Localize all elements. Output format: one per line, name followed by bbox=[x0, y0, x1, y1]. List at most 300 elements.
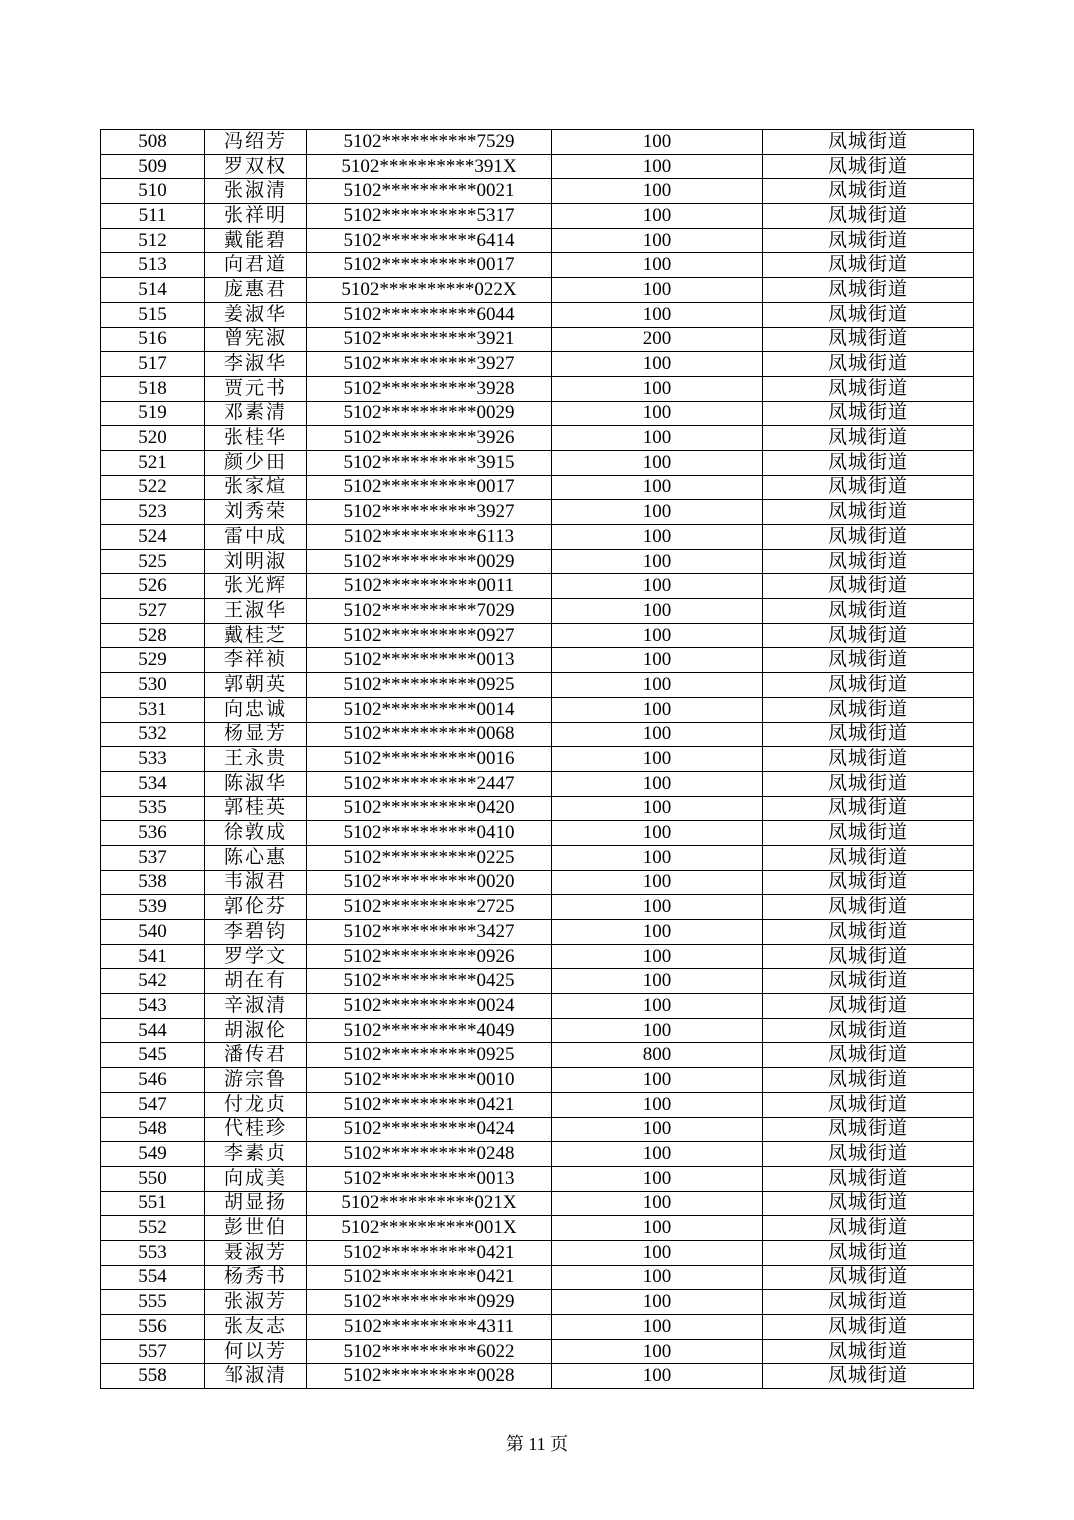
table-row bbox=[101, 648, 974, 673]
name-cell: 聂淑芳 bbox=[205, 1240, 307, 1265]
street-cell: 凤城街道 bbox=[763, 771, 974, 796]
name-cell: 郭桂英 bbox=[205, 796, 307, 821]
id-number-cell: 5102**********2447 bbox=[307, 771, 552, 796]
amount-cell: 100 bbox=[552, 944, 763, 969]
name-cell: 郭朝英 bbox=[205, 673, 307, 698]
amount-cell: 100 bbox=[552, 648, 763, 673]
id-number-cell: 5102**********0420 bbox=[307, 796, 552, 821]
name-cell: 王永贵 bbox=[205, 747, 307, 772]
amount-cell: 100 bbox=[552, 1166, 763, 1191]
table-row bbox=[101, 1290, 974, 1315]
amount-cell: 100 bbox=[552, 722, 763, 747]
street-cell: 凤城街道 bbox=[763, 994, 974, 1019]
seq-cell: 524 bbox=[101, 525, 205, 550]
table-row bbox=[101, 154, 974, 179]
name-cell: 陈心惠 bbox=[205, 845, 307, 870]
seq-cell: 556 bbox=[101, 1315, 205, 1340]
table-row bbox=[101, 1043, 974, 1068]
seq-cell: 517 bbox=[101, 352, 205, 377]
table-row bbox=[101, 1142, 974, 1167]
name-cell: 曾宪淑 bbox=[205, 327, 307, 352]
street-cell: 凤城街道 bbox=[763, 253, 974, 278]
table-row bbox=[101, 376, 974, 401]
id-number-cell: 5102**********0068 bbox=[307, 722, 552, 747]
amount-cell: 100 bbox=[552, 599, 763, 624]
street-cell: 凤城街道 bbox=[763, 1315, 974, 1340]
id-number-cell: 5102**********0425 bbox=[307, 969, 552, 994]
street-cell: 凤城街道 bbox=[763, 204, 974, 229]
table-row bbox=[101, 1166, 974, 1191]
table-row bbox=[101, 475, 974, 500]
seq-cell: 510 bbox=[101, 179, 205, 204]
id-number-cell: 5102**********021X bbox=[307, 1191, 552, 1216]
name-cell: 陈淑华 bbox=[205, 771, 307, 796]
seq-cell: 530 bbox=[101, 673, 205, 698]
name-cell: 徐敦成 bbox=[205, 821, 307, 846]
street-cell: 凤城街道 bbox=[763, 920, 974, 945]
seq-cell: 511 bbox=[101, 204, 205, 229]
amount-cell: 100 bbox=[552, 1265, 763, 1290]
amount-cell: 100 bbox=[552, 1018, 763, 1043]
name-cell: 罗学文 bbox=[205, 944, 307, 969]
table-row bbox=[101, 179, 974, 204]
street-cell: 凤城街道 bbox=[763, 821, 974, 846]
street-cell: 凤城街道 bbox=[763, 969, 974, 994]
name-cell: 张家煊 bbox=[205, 475, 307, 500]
id-number-cell: 5102**********0421 bbox=[307, 1092, 552, 1117]
id-number-cell: 5102**********391X bbox=[307, 154, 552, 179]
seq-cell: 552 bbox=[101, 1216, 205, 1241]
seq-cell: 531 bbox=[101, 697, 205, 722]
id-number-cell: 5102**********6113 bbox=[307, 525, 552, 550]
table-row bbox=[101, 426, 974, 451]
table-row bbox=[101, 1068, 974, 1093]
table-row bbox=[101, 1092, 974, 1117]
street-cell: 凤城街道 bbox=[763, 1191, 974, 1216]
seq-cell: 537 bbox=[101, 845, 205, 870]
street-cell: 凤城街道 bbox=[763, 574, 974, 599]
street-cell: 凤城街道 bbox=[763, 228, 974, 253]
id-number-cell: 5102**********0029 bbox=[307, 549, 552, 574]
seq-cell: 519 bbox=[101, 401, 205, 426]
amount-cell: 100 bbox=[552, 1191, 763, 1216]
amount-cell: 100 bbox=[552, 920, 763, 945]
id-number-cell: 5102**********3921 bbox=[307, 327, 552, 352]
name-cell: 付龙贞 bbox=[205, 1092, 307, 1117]
seq-cell: 553 bbox=[101, 1240, 205, 1265]
seq-cell: 533 bbox=[101, 747, 205, 772]
table-row bbox=[101, 623, 974, 648]
seq-cell: 532 bbox=[101, 722, 205, 747]
street-cell: 凤城街道 bbox=[763, 944, 974, 969]
table-row bbox=[101, 401, 974, 426]
table-row bbox=[101, 1018, 974, 1043]
name-cell: 代桂珍 bbox=[205, 1117, 307, 1142]
name-cell: 雷中成 bbox=[205, 525, 307, 550]
seq-cell: 554 bbox=[101, 1265, 205, 1290]
seq-cell: 523 bbox=[101, 500, 205, 525]
amount-cell: 100 bbox=[552, 500, 763, 525]
name-cell: 李祥祯 bbox=[205, 648, 307, 673]
name-cell: 张友志 bbox=[205, 1315, 307, 1340]
id-number-cell: 5102**********4311 bbox=[307, 1315, 552, 1340]
street-cell: 凤城街道 bbox=[763, 1216, 974, 1241]
street-cell: 凤城街道 bbox=[763, 722, 974, 747]
id-number-cell: 5102**********0016 bbox=[307, 747, 552, 772]
street-cell: 凤城街道 bbox=[763, 130, 974, 155]
seq-cell: 538 bbox=[101, 870, 205, 895]
street-cell: 凤城街道 bbox=[763, 1117, 974, 1142]
table-row bbox=[101, 1191, 974, 1216]
name-cell: 张淑清 bbox=[205, 179, 307, 204]
table-row bbox=[101, 599, 974, 624]
table-row bbox=[101, 771, 974, 796]
street-cell: 凤城街道 bbox=[763, 1166, 974, 1191]
name-cell: 张淑芳 bbox=[205, 1290, 307, 1315]
street-cell: 凤城街道 bbox=[763, 697, 974, 722]
table-row bbox=[101, 969, 974, 994]
id-number-cell: 5102**********0021 bbox=[307, 179, 552, 204]
id-number-cell: 5102**********0421 bbox=[307, 1240, 552, 1265]
id-number-cell: 5102**********0410 bbox=[307, 821, 552, 846]
seq-cell: 509 bbox=[101, 154, 205, 179]
id-number-cell: 5102**********0421 bbox=[307, 1265, 552, 1290]
street-cell: 凤城街道 bbox=[763, 1043, 974, 1068]
amount-cell: 100 bbox=[552, 1092, 763, 1117]
amount-cell: 100 bbox=[552, 623, 763, 648]
street-cell: 凤城街道 bbox=[763, 673, 974, 698]
amount-cell: 100 bbox=[552, 574, 763, 599]
seq-cell: 545 bbox=[101, 1043, 205, 1068]
table-row bbox=[101, 1240, 974, 1265]
seq-cell: 555 bbox=[101, 1290, 205, 1315]
id-number-cell: 5102**********001X bbox=[307, 1216, 552, 1241]
id-number-cell: 5102**********3915 bbox=[307, 450, 552, 475]
name-cell: 游宗鲁 bbox=[205, 1068, 307, 1093]
id-number-cell: 5102**********3926 bbox=[307, 426, 552, 451]
amount-cell: 100 bbox=[552, 154, 763, 179]
seq-cell: 518 bbox=[101, 376, 205, 401]
amount-cell: 100 bbox=[552, 401, 763, 426]
table-row bbox=[101, 549, 974, 574]
street-cell: 凤城街道 bbox=[763, 500, 974, 525]
seq-cell: 536 bbox=[101, 821, 205, 846]
seq-cell: 543 bbox=[101, 994, 205, 1019]
id-number-cell: 5102**********3927 bbox=[307, 500, 552, 525]
amount-cell: 100 bbox=[552, 1315, 763, 1340]
seq-cell: 529 bbox=[101, 648, 205, 673]
table-row bbox=[101, 278, 974, 303]
street-cell: 凤城街道 bbox=[763, 1265, 974, 1290]
street-cell: 凤城街道 bbox=[763, 549, 974, 574]
table-row bbox=[101, 673, 974, 698]
name-cell: 彭世伯 bbox=[205, 1216, 307, 1241]
name-cell: 刘明淑 bbox=[205, 549, 307, 574]
street-cell: 凤城街道 bbox=[763, 376, 974, 401]
table-row bbox=[101, 1315, 974, 1340]
id-number-cell: 5102**********5317 bbox=[307, 204, 552, 229]
amount-cell: 100 bbox=[552, 376, 763, 401]
seq-cell: 544 bbox=[101, 1018, 205, 1043]
amount-cell: 100 bbox=[552, 475, 763, 500]
street-cell: 凤城街道 bbox=[763, 352, 974, 377]
seq-cell: 558 bbox=[101, 1364, 205, 1389]
id-number-cell: 5102**********0011 bbox=[307, 574, 552, 599]
amount-cell: 100 bbox=[552, 821, 763, 846]
street-cell: 凤城街道 bbox=[763, 450, 974, 475]
table-row bbox=[101, 994, 974, 1019]
seq-cell: 528 bbox=[101, 623, 205, 648]
table-row bbox=[101, 1339, 974, 1364]
amount-cell: 100 bbox=[552, 352, 763, 377]
name-cell: 潘传君 bbox=[205, 1043, 307, 1068]
seq-cell: 541 bbox=[101, 944, 205, 969]
id-number-cell: 5102**********4049 bbox=[307, 1018, 552, 1043]
amount-cell: 200 bbox=[552, 327, 763, 352]
id-number-cell: 5102**********3927 bbox=[307, 352, 552, 377]
amount-cell: 800 bbox=[552, 1043, 763, 1068]
street-cell: 凤城街道 bbox=[763, 302, 974, 327]
amount-cell: 100 bbox=[552, 1068, 763, 1093]
street-cell: 凤城街道 bbox=[763, 1142, 974, 1167]
street-cell: 凤城街道 bbox=[763, 870, 974, 895]
street-cell: 凤城街道 bbox=[763, 327, 974, 352]
id-number-cell: 5102**********0017 bbox=[307, 475, 552, 500]
id-number-cell: 5102**********0024 bbox=[307, 994, 552, 1019]
amount-cell: 100 bbox=[552, 1142, 763, 1167]
seq-cell: 516 bbox=[101, 327, 205, 352]
name-cell: 郭伦芬 bbox=[205, 895, 307, 920]
table-row bbox=[101, 845, 974, 870]
seq-cell: 542 bbox=[101, 969, 205, 994]
table-row bbox=[101, 722, 974, 747]
id-number-cell: 5102**********0925 bbox=[307, 1043, 552, 1068]
table-row bbox=[101, 228, 974, 253]
amount-cell: 100 bbox=[552, 426, 763, 451]
seq-cell: 539 bbox=[101, 895, 205, 920]
amount-cell: 100 bbox=[552, 994, 763, 1019]
amount-cell: 100 bbox=[552, 204, 763, 229]
name-cell: 冯绍芳 bbox=[205, 130, 307, 155]
name-cell: 向君道 bbox=[205, 253, 307, 278]
name-cell: 邓素清 bbox=[205, 401, 307, 426]
id-number-cell: 5102**********7029 bbox=[307, 599, 552, 624]
name-cell: 何以芳 bbox=[205, 1339, 307, 1364]
amount-cell: 100 bbox=[552, 1216, 763, 1241]
name-cell: 杨秀书 bbox=[205, 1265, 307, 1290]
table-row bbox=[101, 1216, 974, 1241]
name-cell: 胡在有 bbox=[205, 969, 307, 994]
name-cell: 韦淑君 bbox=[205, 870, 307, 895]
amount-cell: 100 bbox=[552, 870, 763, 895]
street-cell: 凤城街道 bbox=[763, 623, 974, 648]
name-cell: 杨显芳 bbox=[205, 722, 307, 747]
seq-cell: 550 bbox=[101, 1166, 205, 1191]
street-cell: 凤城街道 bbox=[763, 401, 974, 426]
id-number-cell: 5102**********0927 bbox=[307, 623, 552, 648]
table-row bbox=[101, 944, 974, 969]
table-row bbox=[101, 574, 974, 599]
amount-cell: 100 bbox=[552, 1117, 763, 1142]
amount-cell: 100 bbox=[552, 549, 763, 574]
table-body bbox=[101, 130, 974, 1389]
table-row bbox=[101, 821, 974, 846]
seq-cell: 546 bbox=[101, 1068, 205, 1093]
table-row bbox=[101, 895, 974, 920]
name-cell: 姜淑华 bbox=[205, 302, 307, 327]
id-number-cell: 5102**********0017 bbox=[307, 253, 552, 278]
amount-cell: 100 bbox=[552, 1364, 763, 1389]
street-cell: 凤城街道 bbox=[763, 747, 974, 772]
street-cell: 凤城街道 bbox=[763, 525, 974, 550]
seq-cell: 551 bbox=[101, 1191, 205, 1216]
name-cell: 张桂华 bbox=[205, 426, 307, 451]
id-number-cell: 5102**********0014 bbox=[307, 697, 552, 722]
seq-cell: 521 bbox=[101, 450, 205, 475]
table-row bbox=[101, 1117, 974, 1142]
amount-cell: 100 bbox=[552, 895, 763, 920]
seq-cell: 534 bbox=[101, 771, 205, 796]
name-cell: 贾元书 bbox=[205, 376, 307, 401]
street-cell: 凤城街道 bbox=[763, 1339, 974, 1364]
id-number-cell: 5102**********022X bbox=[307, 278, 552, 303]
street-cell: 凤城街道 bbox=[763, 475, 974, 500]
street-cell: 凤城街道 bbox=[763, 1018, 974, 1043]
seq-cell: 515 bbox=[101, 302, 205, 327]
id-number-cell: 5102**********0013 bbox=[307, 648, 552, 673]
id-number-cell: 5102**********6044 bbox=[307, 302, 552, 327]
name-cell: 颜少田 bbox=[205, 450, 307, 475]
seq-cell: 548 bbox=[101, 1117, 205, 1142]
amount-cell: 100 bbox=[552, 302, 763, 327]
street-cell: 凤城街道 bbox=[763, 426, 974, 451]
id-number-cell: 5102**********0248 bbox=[307, 1142, 552, 1167]
table-row bbox=[101, 1364, 974, 1389]
amount-cell: 100 bbox=[552, 450, 763, 475]
id-number-cell: 5102**********0010 bbox=[307, 1068, 552, 1093]
amount-cell: 100 bbox=[552, 845, 763, 870]
amount-cell: 100 bbox=[552, 179, 763, 204]
seq-cell: 549 bbox=[101, 1142, 205, 1167]
amount-cell: 100 bbox=[552, 697, 763, 722]
seq-cell: 508 bbox=[101, 130, 205, 155]
id-number-cell: 5102**********0029 bbox=[307, 401, 552, 426]
table-row bbox=[101, 697, 974, 722]
name-cell: 罗双权 bbox=[205, 154, 307, 179]
seq-cell: 527 bbox=[101, 599, 205, 624]
table-row bbox=[101, 920, 974, 945]
amount-cell: 100 bbox=[552, 1339, 763, 1364]
id-number-cell: 5102**********0424 bbox=[307, 1117, 552, 1142]
table-row bbox=[101, 796, 974, 821]
street-cell: 凤城街道 bbox=[763, 278, 974, 303]
seq-cell: 535 bbox=[101, 796, 205, 821]
id-number-cell: 5102**********0926 bbox=[307, 944, 552, 969]
amount-cell: 100 bbox=[552, 278, 763, 303]
amount-cell: 100 bbox=[552, 525, 763, 550]
name-cell: 张祥明 bbox=[205, 204, 307, 229]
amount-cell: 100 bbox=[552, 747, 763, 772]
seq-cell: 526 bbox=[101, 574, 205, 599]
table-row bbox=[101, 1265, 974, 1290]
table-row bbox=[101, 450, 974, 475]
name-cell: 向成美 bbox=[205, 1166, 307, 1191]
street-cell: 凤城街道 bbox=[763, 1364, 974, 1389]
amount-cell: 100 bbox=[552, 771, 763, 796]
table-row bbox=[101, 747, 974, 772]
name-cell: 胡淑伦 bbox=[205, 1018, 307, 1043]
table-row bbox=[101, 204, 974, 229]
name-cell: 向忠诚 bbox=[205, 697, 307, 722]
name-cell: 戴能碧 bbox=[205, 228, 307, 253]
table-row bbox=[101, 352, 974, 377]
seq-cell: 557 bbox=[101, 1339, 205, 1364]
seq-cell: 540 bbox=[101, 920, 205, 945]
street-cell: 凤城街道 bbox=[763, 648, 974, 673]
name-cell: 李碧钧 bbox=[205, 920, 307, 945]
id-number-cell: 5102**********0925 bbox=[307, 673, 552, 698]
seq-cell: 522 bbox=[101, 475, 205, 500]
street-cell: 凤城街道 bbox=[763, 154, 974, 179]
id-number-cell: 5102**********0929 bbox=[307, 1290, 552, 1315]
name-cell: 辛淑清 bbox=[205, 994, 307, 1019]
name-cell: 张光辉 bbox=[205, 574, 307, 599]
table-row bbox=[101, 302, 974, 327]
name-cell: 邹淑清 bbox=[205, 1364, 307, 1389]
street-cell: 凤城街道 bbox=[763, 1068, 974, 1093]
amount-cell: 100 bbox=[552, 796, 763, 821]
name-cell: 戴桂芝 bbox=[205, 623, 307, 648]
amount-cell: 100 bbox=[552, 1290, 763, 1315]
seq-cell: 525 bbox=[101, 549, 205, 574]
table-row bbox=[101, 130, 974, 155]
id-number-cell: 5102**********3427 bbox=[307, 920, 552, 945]
name-cell: 胡显扬 bbox=[205, 1191, 307, 1216]
street-cell: 凤城街道 bbox=[763, 599, 974, 624]
id-number-cell: 5102**********0013 bbox=[307, 1166, 552, 1191]
name-cell: 庞惠君 bbox=[205, 278, 307, 303]
amount-cell: 100 bbox=[552, 130, 763, 155]
name-cell: 李淑华 bbox=[205, 352, 307, 377]
street-cell: 凤城街道 bbox=[763, 796, 974, 821]
name-cell: 刘秀荣 bbox=[205, 500, 307, 525]
seq-cell: 513 bbox=[101, 253, 205, 278]
name-cell: 王淑华 bbox=[205, 599, 307, 624]
street-cell: 凤城街道 bbox=[763, 1290, 974, 1315]
id-number-cell: 5102**********7529 bbox=[307, 130, 552, 155]
id-number-cell: 5102**********3928 bbox=[307, 376, 552, 401]
id-number-cell: 5102**********0225 bbox=[307, 845, 552, 870]
seq-cell: 520 bbox=[101, 426, 205, 451]
seq-cell: 514 bbox=[101, 278, 205, 303]
id-number-cell: 5102**********0020 bbox=[307, 870, 552, 895]
id-number-cell: 5102**********6022 bbox=[307, 1339, 552, 1364]
table-row bbox=[101, 525, 974, 550]
seq-cell: 547 bbox=[101, 1092, 205, 1117]
page-number: 第 11 页 bbox=[505, 1434, 569, 1454]
table-row bbox=[101, 327, 974, 352]
table-row bbox=[101, 253, 974, 278]
amount-cell: 100 bbox=[552, 1240, 763, 1265]
amount-cell: 100 bbox=[552, 673, 763, 698]
id-number-cell: 5102**********6414 bbox=[307, 228, 552, 253]
seq-cell: 512 bbox=[101, 228, 205, 253]
street-cell: 凤城街道 bbox=[763, 845, 974, 870]
table-row bbox=[101, 870, 974, 895]
amount-cell: 100 bbox=[552, 228, 763, 253]
id-number-cell: 5102**********2725 bbox=[307, 895, 552, 920]
id-number-cell: 5102**********0028 bbox=[307, 1364, 552, 1389]
